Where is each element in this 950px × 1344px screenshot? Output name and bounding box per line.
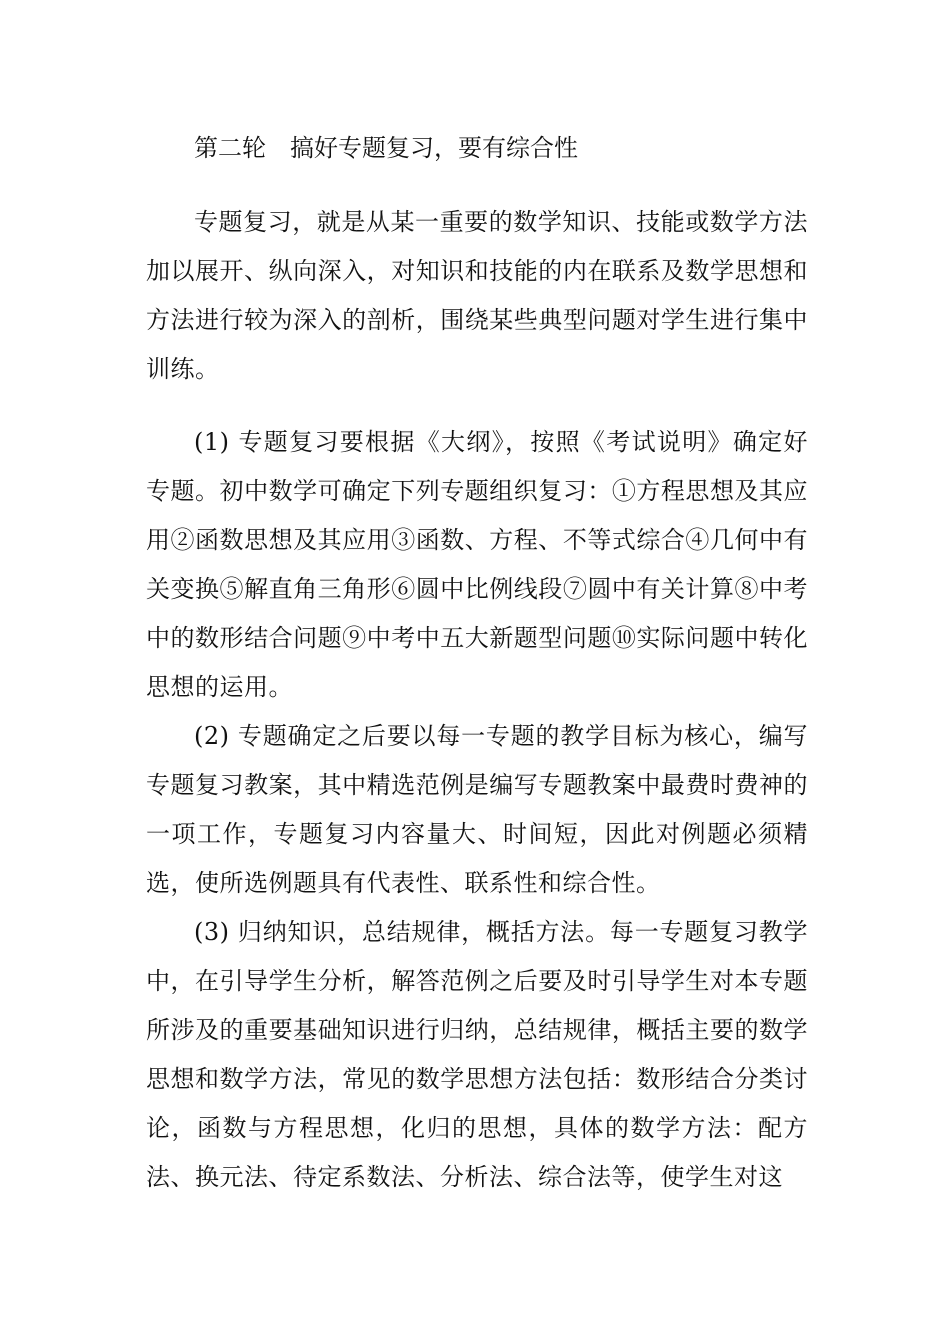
paragraph-item-3: (3) 归纳知识，总结规律，概括方法。每一专题复习教学中，在引导学生分析，解答范例之后要及时引导学生对本专题所涉及的重要基础知识进行归纳，总结规律，概括主要的数学思想和数学方法，常见的数学思想方法包括：数形结合分类讨论，函数与方程思想，化归的思想，具体的数学方法：配方法、换元法、待定系数法、分析法、综合法等，使学生对这 <box>146 918 808 1191</box>
paragraph-item-1: (1) 专题复习要根据《大纲》，按照《考试说明》确定好专题。初中数学可确定下列专题组织复习：①方程思想及其应用②函数思想及其应用③函数、方程、不等式综合④几何中有关变换⑤解直角三角形⑥圆中比例线段⑦圆中有关计算⑧中考中的数形结合问题⑨中考中五大新题型问题⑩实际问题中转化思想的运用。 <box>146 428 808 701</box>
document-body <box>146 128 808 1202</box>
paragraph-intro: 专题复习，就是从某一重要的数学知识、技能或数学方法加以展开、纵向深入，对知识和技能的内在联系及数学思想和方法进行较为深入的剖析，围绕某些典型问题对学生进行集中训练。 <box>146 208 808 383</box>
section-heading: 第二轮 搞好专题复习，要有综合性 <box>194 134 578 162</box>
paragraph-item-2: (2) 专题确定之后要以每一专题的教学目标为核心，编写专题复习教案，其中精选范例是编写专题教案中最费时费神的一项工作，专题复习内容量大、时间短，因此对例题必须精选，使所选例题具有代表性、联系性和综合性。 <box>146 722 808 897</box>
